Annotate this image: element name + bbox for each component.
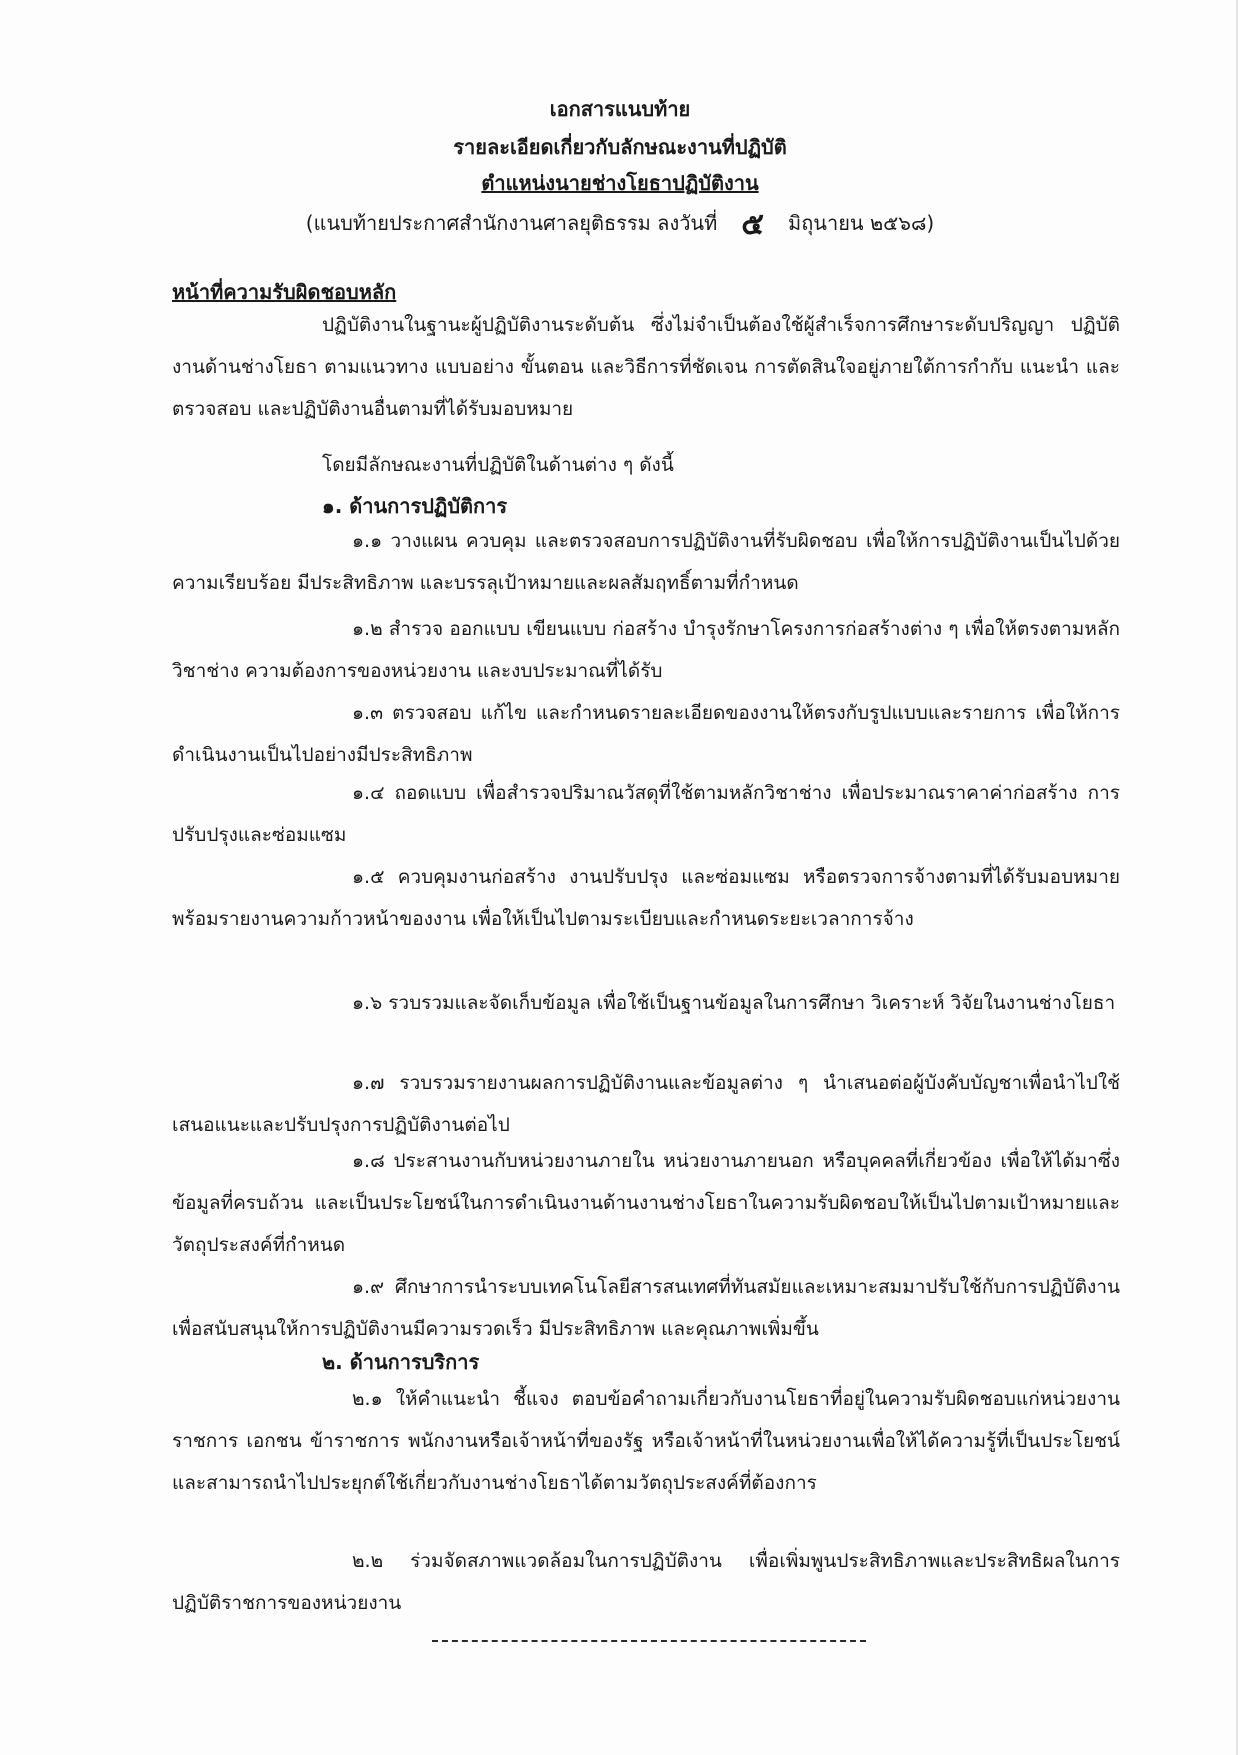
section-2-item: ๒.๑ ให้คำแนะนำ ชี้แจง ตอบข้อคำถามเกี่ยวกับงานโยธาที่อยู่ในความรับผิดชอบแก่หน่วยงานราชการ เอกชน ข้าราชการ พนักงานหรือเจ้าหน้าที่ของรัฐ หรือเจ้าหน้าที่ในหน่วยงานเพื่อให้ได้ความรู้ที่เป็นประโยชน์และสามารถนำไปประยุกต์ใช้เกี่ยวกับงานช่างโยธาได้ตามวัตถุประสงค์ที่ต้องการ <box>172 1388 1120 1494</box>
section-1-heading: ๑. ด้านการปฏิบัติการ <box>322 494 508 518</box>
section-1-item: ๑.๔ ถอดแบบ เพื่อสำรวจปริมาณวัสดุที่ใช้ตามหลักวิชาช่าง เพื่อประมาณราคาค่าก่อสร้าง การปรับปรุงและซ่อมแซม <box>172 782 1120 846</box>
responsibilities-intro-2: โดยมีลักษณะงานที่ปฏิบัติในด้านต่าง ๆ ดังนี้ <box>322 454 674 476</box>
responsibilities-heading: หน้าที่ความรับผิดชอบหลัก <box>172 280 397 304</box>
announcement-suffix: มิถุนายน ๒๕๖๘) <box>788 211 935 235</box>
section-1-item: ๑.๓ ตรวจสอบ แก้ไข และกำหนดรายละเอียดของงานให้ตรงกับรูปแบบและรายการ เพื่อให้การดำเนินงานเป็นไปอย่างมีประสิทธิภาพ <box>172 702 1120 766</box>
document-subtitle: รายละเอียดเกี่ยวกับลักษณะงานที่ปฏิบัติ <box>453 135 787 159</box>
section-2-item: ๒.๒ ร่วมจัดสภาพแวดล้อมในการปฏิบัติงาน เพื่อเพิ่มพูนประสิทธิภาพและประสิทธิผลในการปฏิบัติราชการของหน่วยงาน <box>172 1550 1120 1614</box>
position-title: ตำแหน่งนายช่างโยธาปฏิบัติงาน <box>481 171 759 195</box>
section-1-item: ๑.๕ ควบคุมงานก่อสร้าง งานปรับปรุง และซ่อมแซม หรือตรวจการจ้างตามที่ได้รับมอบหมาย พร้อมรายงานความก้าวหน้าของงาน เพื่อให้เป็นไปตามระเบียบและกำหนดระยะเวลาการจ้าง <box>172 866 1120 930</box>
section-1-item: ๑.๘ ประสานงานกับหน่วยงานภายใน หน่วยงานภายนอก หรือบุคคลที่เกี่ยวข้อง เพื่อให้ได้มาซึ่งข้อมูลที่ครบถ้วน และเป็นประโยชน์ในการดำเนินงานด้านงานช่างโยธาในความรับผิดชอบให้เป็นไปตามเป้าหมายและวัตถุประสงค์ที่กำหนด <box>172 1150 1120 1256</box>
section-1-item: ๑.๒ สำรวจ ออกแบบ เขียนแบบ ก่อสร้าง บำรุงรักษาโครงการก่อสร้างต่าง ๆ เพื่อให้ตรงตามหลักวิชาช่าง ความต้องการของหน่วยงาน และงบประมาณที่ได้รับ <box>172 618 1120 682</box>
end-divider <box>432 1640 866 1642</box>
section-1-item: ๑.๑ วางแผน ควบคุม และตรวจสอบการปฏิบัติงานที่รับผิดชอบ เพื่อให้การปฏิบัติงานเป็นไปด้วยความเรียบร้อย มีประสิทธิภาพ และบรรลุเป้าหมายและผลสัมฤทธิ์ตามที่กำหนด <box>172 530 1120 594</box>
section-1-item: ๑.๙ ศึกษาการนำระบบเทคโนโลยีสารสนเทศที่ทันสมัยและเหมาะสมมาปรับใช้กับการปฏิบัติงาน เพื่อสนับสนุนให้การปฏิบัติงานมีความรวดเร็ว มีประสิทธิภาพ และคุณภาพเพิ่มขึ้น <box>172 1276 1120 1340</box>
scan-edge <box>1236 0 1238 1755</box>
section-1-item: ๑.๖ รวบรวมและจัดเก็บข้อมูล เพื่อใช้เป็นฐานข้อมูลในการศึกษา วิเคราะห์ วิจัยในงานช่างโยธา <box>352 992 1116 1014</box>
section-2-heading: ๒. ด้านการบริการ <box>322 1350 480 1374</box>
announcement-day: ๕ <box>741 207 765 242</box>
announcement-prefix: (แนบท้ายประกาศสำนักงานศาลยุติธรรม ลงวันที่ <box>305 211 718 235</box>
responsibilities-intro: ปฏิบัติงานในฐานะผู้ปฏิบัติงานระดับต้น ซึ่งไม่จำเป็นต้องใช้ผู้สำเร็จการศึกษาระดับปริญญา ปฏิบัติงานด้านช่างโยธา ตามแนวทาง แบบอย่าง ขั้นตอน และวิธีการที่ชัดเจน การตัดสินใจอยู่ภายใต้การกำกับ แนะนำ และตรวจสอบ และปฏิบัติงานอื่นตามที่ได้รับมอบหมาย <box>172 314 1120 420</box>
section-1-item: ๑.๗ รวบรวมรายงานผลการปฏิบัติงานและข้อมูลต่าง ๆ นำเสนอต่อผู้บังคับบัญชาเพื่อนำไปใช้เสนอแนะและปรับปรุงการปฏิบัติงานต่อไป <box>172 1072 1120 1136</box>
document-title: เอกสารแนบท้าย <box>549 97 691 121</box>
announcement-line <box>0 206 1240 242</box>
